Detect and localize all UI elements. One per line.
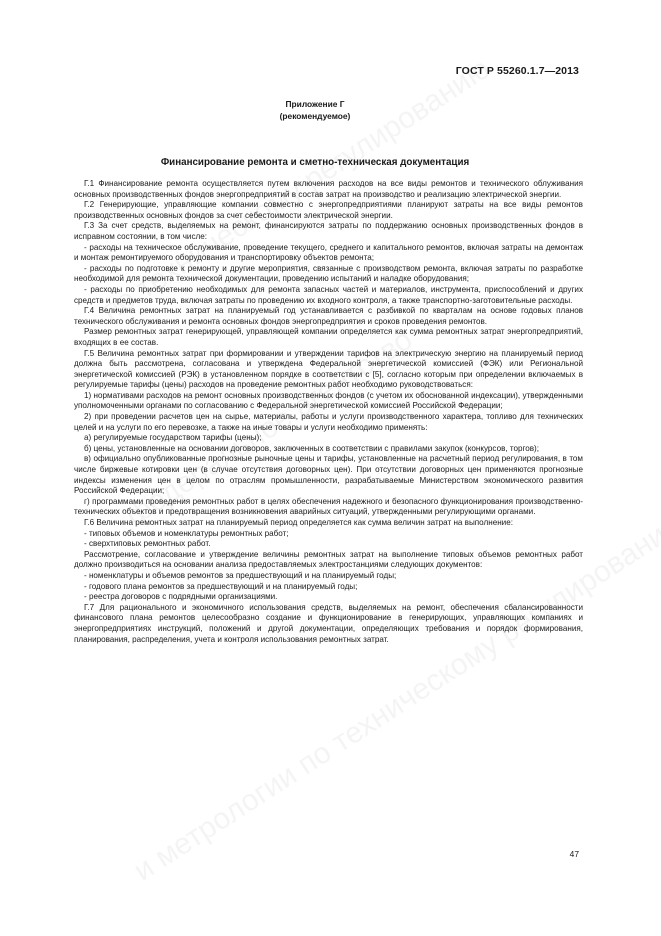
list-item: в) официально опубликованные прогнозные рыночные цены и тарифы, установленные на расчетный период регулирования, в том числе биржевые котировки цен (в случае отсутствия договорных цен). При отсутствии договорных цен применяются прогнозные индексы изменения цен в целом по отраслям промышленности, разрабатываемые Министерством экономического развития Российской Федерации; [74, 454, 583, 496]
list-item: - реестра договоров с подрядными организациями. [84, 592, 278, 602]
appendix-label: Приложение Г [285, 99, 345, 109]
section-title: Финансирование ремонта и сметно-техническая документация [160, 157, 470, 168]
paragraph: Г.6 Величина ремонтных затрат на планируемый период определяется как сумма величин затрат на выполнение: [84, 518, 513, 527]
paragraph: Г.2 Генерирующие, управляющие компании совместно с энергопредприятиями планируют затраты на все виды ремонтов производственных основных фондов за счет себестоимости электрической энергии. [74, 200, 583, 220]
list-item: - расходы по приобретению необходимых для ремонта запасных частей и материалов, инструмента, приспособлений и других средств и предметов труда, включая затраты по проведению их входного контроля, а также транспортно-заготовительные расходы. [74, 284, 583, 305]
appendix-heading [0, 99, 630, 122]
list-item: а) регулируемые государством тарифы (цены); [84, 433, 262, 443]
list-item: 2) при проведении расчетов цен на сырье, материалы, работы и услуги производственного характера, топливо для технических целей и на услуги по его перевозке, а также на иные товары и услуги необходимо применять: [74, 412, 583, 432]
list-item: - номенклатуры и объемов ремонтов за предшествующий и на планируемый годы; [84, 570, 397, 580]
list-item: - типовых объемов и номенклатуры ремонтных работ; [84, 528, 289, 538]
list-item: - годового плана ремонтов за предшествующий и на планируемый годы; [84, 581, 358, 591]
document-id: ГОСТ Р 55260.1.7—2013 [455, 65, 579, 77]
page-number: 47 [569, 849, 579, 859]
list-item: - расходы на техническое обслуживание, проведение текущего, среднего и капитального ремонтов, включая затраты на демонтаж и монтаж ремонтируемого оборудования и транспортировку объектов ремонта; [74, 242, 583, 263]
list-item: 1) нормативами расходов на ремонт основных производственных фондов (с учетом их обоснованной индексации), утвержденными уполномоченными органами по согласованию с Федеральной энергетической комиссией Российской Федерации; [74, 390, 583, 411]
list-item: - сверхтиповых ремонтных работ. [84, 539, 211, 549]
paragraph: Рассмотрение, согласование и утверждение величины ремонтных затрат на выполнение типовых объемов ремонтных работ должно производиться на основании анализа предоставляемых электростанциями следующих документов: [74, 549, 583, 570]
paragraph: Г.4 Величина ремонтных затрат на планируемый год устанавливается с разбивкой по кварталам на основе годовых планов технического обслуживания и ремонта основных фондов энергопредприятия и сроков проведения ремонтов. [74, 306, 583, 326]
appendix-status: (рекомендуемое) [279, 110, 351, 121]
list-item: - расходы по подготовке к ремонту и другие мероприятия, связанные с производством ремонта, включая затраты по разработке необходимой для ремонта технической документации, проведению испытаний и наладке оборудования; [74, 263, 583, 284]
paragraph: Г.5 Величина ремонтных затрат при формировании и утверждении тарифов на электрическую энергию на планируемый период должна быть рассмотрена, согласована и утверждена Федеральной энергетической комиссией (ФЭК) или Региональной энергетической комиссией (РЭК) в установленном порядке в соответствии с [5], согласно которым при определении включаемых в регулируемые тарифы (цены) расходов на проведение ремонтных работ необходимо руководствоваться: [74, 348, 583, 390]
paragraph: Г.7 Для рационального и экономичного использования средств, выделяемых на ремонт, обеспечения сбалансированности финансового плана ремонтов целесообразно создание и функционирование в генерирующих, управляющих компаниях и энергопредприятиях инструкций, положений и другой документации, определяющих требования и порядок формирования, планирования, распределения, учета и контроля использования ремонтных затрат. [74, 602, 583, 644]
list-item: г) программами проведения ремонтных работ в целях обеспечения надежного и безопасного функционирования производственно-технических объектов и предотвращения возникновения аварийных ситуаций, утвержденными регулирующими органами. [74, 496, 583, 517]
paragraph: Г.3 За счет средств, выделяемых на ремонт, финансируются затраты по поддержанию основных производственных фондов в исправном состоянии, в том числе: [74, 221, 583, 241]
list-item: б) цены, установленные на основании договоров, заключенных в соответствии с правилами закупок (конкурсов, торгов); [84, 443, 540, 453]
paragraph: Размер ремонтных затрат генерирующей, управляющей компании определяется как сумма ремонтных затрат энергопредприятий, входящих в ее состав. [74, 327, 583, 347]
paragraph: Г.1 Финансирование ремонта осуществляется путем включения расходов на все виды ремонтов и технического облуживания основных производственных фондов энергопредприятий в состав затрат на производство и реализацию электрической энергии. [74, 179, 583, 199]
document-body [74, 179, 583, 645]
